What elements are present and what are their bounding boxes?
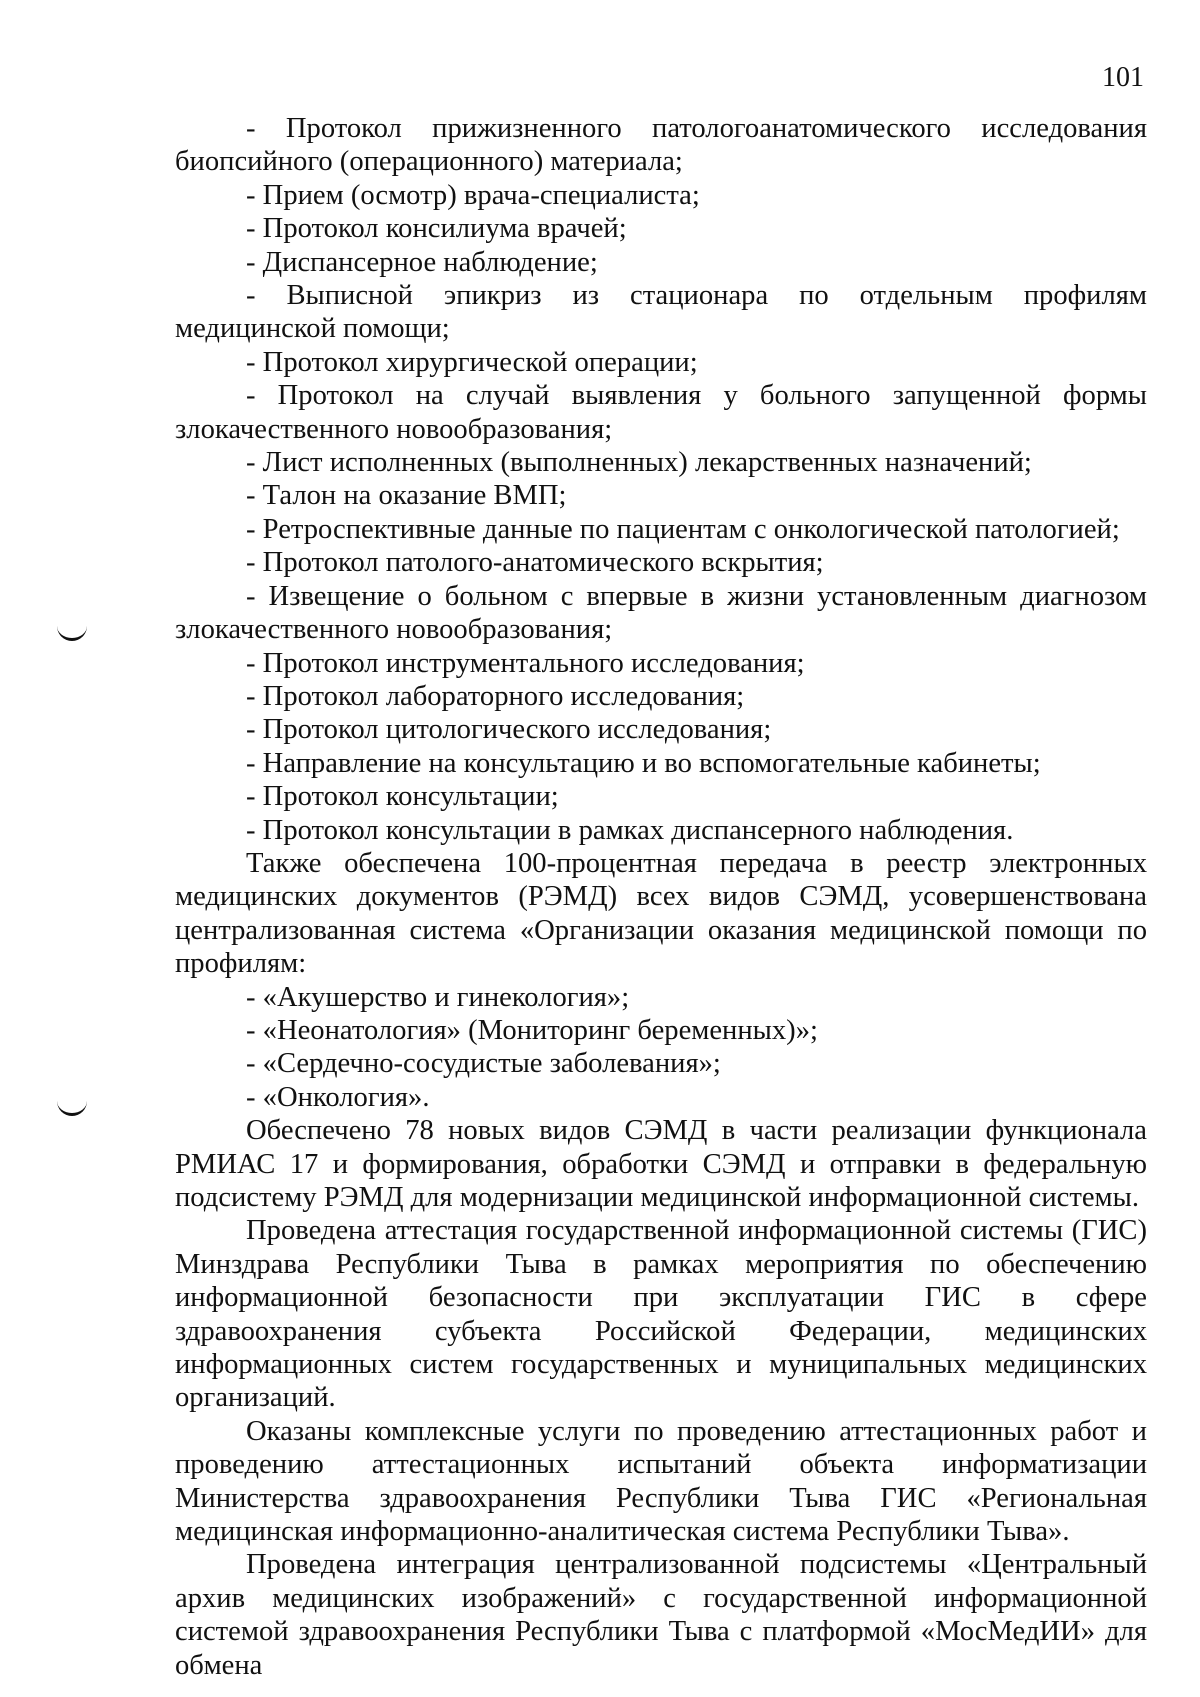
list-item: - Ретроспективные данные по пациентам с онкологической патологией; — [246, 513, 1120, 545]
list-item: - Выписной эпикриз из стационара по отдельным профилям медицинской помощи; — [175, 280, 1147, 345]
list-item: - Протокол цитологического исследования; — [246, 714, 772, 746]
list-item: - Талон на оказание ВМП; — [246, 480, 567, 512]
page-number: 101 — [1102, 62, 1144, 93]
list-item: - Диспансерное наблюдение; — [246, 246, 598, 278]
profile-item: - «Неонатология» (Мониторинг беременных)»; — [246, 1014, 818, 1046]
paragraph-remd: Также обеспечена 100-процентная передача в реестр электронных медицинских документов (РЭМД) всех видов СЭМД, усовершенствована централизованная система «Организации оказания медицинской помощи по профилям: — [175, 847, 1147, 980]
paragraph: Проведена интеграция централизованной подсистемы «Центральный архив медицинских изображений» с государственной информационной системой здравоохранения Республики Тыва с платформой «МосМедИИ» для обмена — [175, 1549, 1147, 1681]
profile-item: - «Сердечно-сосудистые заболевания»; — [246, 1048, 721, 1080]
list-item: - Протокол консультации в рамках диспансерного наблюдения. — [246, 814, 1014, 846]
list-item: - Протокол прижизненного патологоанатомического исследования биопсийного (операционного) материала; — [175, 113, 1147, 178]
profile-item: - «Онкология». — [246, 1081, 430, 1113]
scan-bracket-mark — [57, 1101, 87, 1116]
list-item: - Лист исполненных (выполненных) лекарственных назначений; — [246, 447, 1032, 479]
list-item: - Направление на консультацию и во вспомогательные кабинеты; — [246, 747, 1041, 779]
document-body — [175, 112, 1147, 1682]
list-item: - Протокол патолого-анатомического вскрытия; — [246, 547, 824, 579]
scan-bracket-mark — [57, 626, 87, 641]
list-item: - Прием (осмотр) врача-специалиста; — [246, 179, 700, 211]
list-item: - Протокол хирургической операции; — [246, 346, 698, 378]
list-item: - Протокол инструментального исследования; — [246, 647, 805, 679]
list-item: - Протокол лабораторного исследования; — [246, 680, 745, 712]
paragraph: Проведена аттестация государственной информационной системы (ГИС) Минздрава Республики Тыва в рамках мероприятия по обеспечению информационной безопасности при эксплуатации ГИС в сфере здравоохранения субъекта Российской Федерации, медицинских информационных систем государственных и муниципальных медицинских организаций. — [175, 1215, 1147, 1414]
list-item: - Извещение о больном с впервые в жизни установленным диагнозом злокачественного новообразования; — [175, 580, 1147, 646]
list-item: - Протокол на случай выявления у больного запущенной формы злокачественного новообразования; — [175, 380, 1147, 445]
list-item: - Протокол консилиума врачей; — [246, 213, 627, 245]
paragraph: Оказаны комплексные услуги по проведению аттестационных работ и проведению аттестационных испытаний объекта информатизации Министерства здравоохранения Республики Тыва ГИС «Региональная медицинская информационно-аналитическая система Республики Тыва». — [175, 1415, 1147, 1548]
profile-item: - «Акушерство и гинекология»; — [246, 981, 630, 1013]
paragraph: Обеспечено 78 новых видов СЭМД в части реализации функционала РМИАС 17 и формирования, обработки СЭМД и отправки в федеральную подсистему РЭМД для модернизации медицинской информационной системы. — [175, 1115, 1147, 1213]
list-item: - Протокол консультации; — [246, 781, 559, 813]
